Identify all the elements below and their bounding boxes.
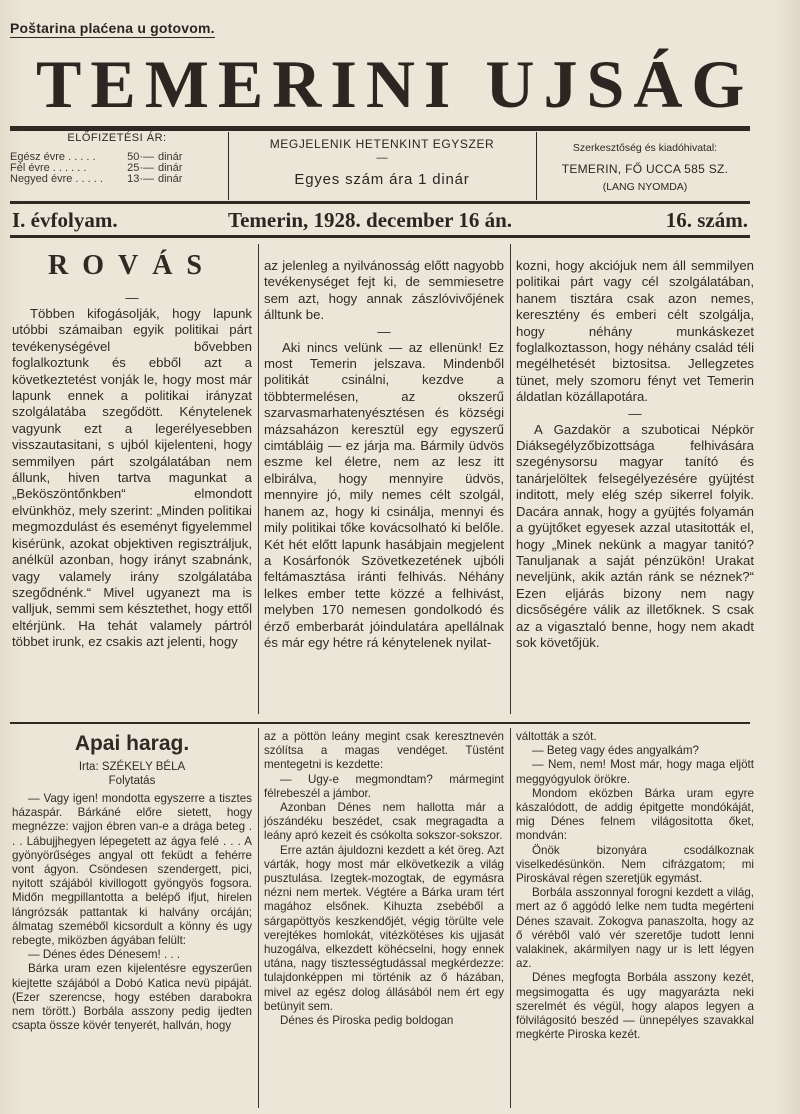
issue-number: 16. szám. bbox=[665, 208, 748, 232]
story-paragraph: — Beteg vagy édes angyalkám? bbox=[532, 744, 699, 758]
column-divider bbox=[258, 728, 259, 1108]
header-rule-top bbox=[10, 126, 750, 131]
story-paragraph: — Vagy igen! mondotta egyszerre a tisztes házaspár. Bárkáné előre sietett, hogy megnézze: vajjon ébren van-e a drága beteg . . . Lábujjhegyen lépegetett az ágya felé . . . A gyönyörűséges angyal ott feküdt a fehérre vont ágyon. Csöndesen szendergett, pici, nyitott szájából kivillogott gyöngyös fogsora. Midőn megpillantotta a belépő ifjut, hirelen lángrózsák pattantak ki halvány orcáján; álmatag szeméből kicsordult a könny és ugy rebegte, miközben ágyában felült: bbox=[12, 792, 252, 948]
separator-dash: — bbox=[377, 323, 391, 339]
rovas-paragraph: Többen kifogásolják, hogy lapunk utóbbi számaiban egyik politikai párt tevékenységével bővebben foglalkoztunk és ebből azt a következtetést vonják le, hogy most már lapunk ennek a politikai irányzat szolgálatába szegődött. Kénytelenek vagyunk ezt a legerélyesebben visszautasitani, s ujból kijelenteni, hogy semmilyen párt szolgálatában nem állunk, hiven tartva magunkat a „Beköszöntőnkben“ elmondott elvünkhöz, mely szerint: „Minden politikai megmozdulást és eseményt figyelemmel kisérünk, azokat objektiven regisztráljuk, anélkül azonban, hogy irányt szabnánk, vagy valamely irány szolgálatába szegődnénk.“ Mivel ugyanezt ma is valljuk, semmi sem késztethet, hogy ettől eltérjünk. Ha tehát valamely pártról többet irunk, ez csakis azt jelenti, hogy bbox=[12, 306, 252, 650]
separator-dash: — bbox=[628, 405, 642, 421]
issue-line bbox=[10, 208, 750, 234]
story-author: Irta: SZÉKELY BÉLA bbox=[78, 761, 186, 773]
rovas-paragraph: Aki nincs velünk — az ellenünk! Ez most Temerin jelszava. Mindenből politikát csinálni, kezdve a többtermelésen, az okszerű szarvasmarhatenyésztésen és községi mázsaházon keresztül egy egyszerű cimtábláig — ez járja ma. Bármily üdvös eszme kel életre, nem az lesz itt elbirálva, hogy mennyire üdvös, mennyire jó, mily nemes célt szolgál, hanem az, hogy ki csinálja, mennyi és mily politikai tőke kovácsolható ki belőle. Két hét előtt lapunk hasábjain megjelent a Kosárfonók Szövetkezetének ujbóli feltámasztása iránti felhivás. Néhány lelkes ember tette közzé a felhivást, melyben 170 nemesen gondolkodó és érző emberbarát jóindulatára apellálnak és már egy hétre rá kénytelenek nyilat- bbox=[264, 339, 504, 650]
column-divider bbox=[258, 244, 259, 714]
subscription-period: Fél évre . . . . . . bbox=[10, 162, 87, 174]
rovas-column-1 bbox=[12, 244, 252, 651]
office-printer: (LANG NYOMDA) bbox=[602, 181, 688, 193]
frequency-text: MEGJELENIK HETENKINT EGYSZER bbox=[269, 137, 495, 151]
rovas-title: ROVÁS bbox=[47, 250, 216, 281]
subscription-title: ELŐFIZETÉSI ÁR: bbox=[67, 132, 167, 144]
story-paragraph: — Ugy-e megmondtam? mármegint félrebeszél a jámbor. bbox=[264, 772, 504, 800]
header-rule-bottom bbox=[10, 235, 750, 238]
story-paragraph: Azonban Dénes nem hallotta már a jószándéku beszédet, csak megragadta a leány apró kezeit és csókolta sokszor-sokszor. bbox=[264, 801, 504, 843]
story-paragraph: Bárka uram ezen kijelentésre egyszerűen kiejtette szájából a Dobó Katica nevü pipáját. (Ezer szerencse, hogy estében darabokra nem törött.) Borbála asszony pedig ijedten csapta össze kövér tenyerét, hallván, hogy bbox=[12, 962, 252, 1033]
separator-dash: — bbox=[125, 290, 139, 305]
postage-note: Poštarina plaćena u gotovom. bbox=[10, 20, 215, 36]
rovas-paragraph: A Gazdakör a szuboticai Népkör Diáksegélyzőbizottsága felhivására szegénysorsu magyar tanító és tanárjelöltek felsegélyezésére gyüjtést inditott, mely elég szép sikerrel folyik. Dacára annak, hogy a gyüjtés folyamán a gyüjtőket egyesek azzal utasitották el, hogy „Minek nekünk a magyar tanitó? Tanuljanak a saját pénzükön! Urakat neveljünk, akik aztán ránk se néznek?“ Ezen eljárás bizony nem nagy dicsőségére válik az illetőknek. S csak az a vigasztaló benne, hogy nem akadt sok követőjük. bbox=[516, 421, 754, 650]
subscription-period: Negyed évre . . . . . bbox=[10, 173, 103, 185]
story-note: Folytatás bbox=[108, 775, 156, 787]
story-paragraph: — Dénes édes Dénesem! . . . bbox=[28, 948, 181, 962]
story-paragraph: — Nem, nem! Most már, hogy maga eljött meggyógyulok örökre. bbox=[516, 758, 754, 786]
subscription-currency: dinár bbox=[158, 151, 183, 163]
rovas-paragraph: az jelenleg a nyilvánosság előtt nagyobb tevékenységet fejt ki, de semmiesetre sem azt, hogy annak zászlóvivőjének álltunk be. bbox=[264, 258, 504, 323]
apai-column-3 bbox=[516, 730, 754, 1042]
rovas-column-3 bbox=[516, 258, 754, 651]
volume-label: I. évfolyam. bbox=[12, 208, 118, 232]
story-paragraph: Dénes és Piroska pedig boldogan bbox=[280, 1014, 454, 1028]
subscription-row bbox=[10, 174, 224, 185]
column-divider bbox=[510, 244, 511, 714]
story-paragraph: Borbála asszonnyal forogni kezdett a világ, mert az ő aggódó lelke nem tudta megérteni Dénes szavait. Zokogva panaszolta, hogy az ő véréből való vér szeretője tudott lenni valakinek, akármilyen nagy ur is lett légyen az. bbox=[516, 886, 754, 971]
subscription-currency: dinár bbox=[158, 173, 183, 185]
subscription-price: 25·— bbox=[127, 162, 154, 174]
subscription-period: Egész évre . . . . . bbox=[10, 151, 96, 163]
single-price: Egyes szám ára 1 dinár bbox=[294, 171, 470, 188]
story-paragraph: Erre aztán ájuldozni kezdett a két öreg. Azt várták, hogy most már elkövetkezik a világ pusztulása. Izegtek-mozogtak, de egymásra nézni nem mertek. Végtére a Bárka uram tért magához elsőnek. Kihuzta zsebéből a sárgapöttyös keszkendőjét, végig törülte vele verejtékes homlokát, vitézkötéses kis ujjasát huzogálva, elkezdett köhécselni, hogy ennek utána, nagy tisztességtudással megkérdezze: tulajdonképpen mi történik az ő házában, mivel az egész dolog állásából nem ért egy betünyit sem. bbox=[264, 843, 504, 1013]
apai-column-1 bbox=[12, 730, 252, 1033]
issue-date: Temerin, 1928. december 16 án. bbox=[228, 208, 513, 232]
story-paragraph: Mondom eközben Bárka uram egyre kászalódott, de addig épitgette mondókáját, mig Dénes felnem világositotta őket, mondván: bbox=[516, 786, 754, 843]
frequency-box bbox=[232, 132, 532, 200]
header-divider bbox=[228, 132, 229, 200]
subscription-price: 50·— bbox=[127, 151, 154, 163]
story-paragraph: az a pöttön leány megint csak keresztnevén szólítsa a magas vendéget. Tüstént mentegetni is kezdette: bbox=[264, 730, 504, 772]
frequency-dash: — bbox=[376, 152, 388, 164]
story-paragraph: Önök bizonyára csodálkoznak viselkedésünkön. Nem cifrázgatom; mi Piroskával régen szeretjük egymást. bbox=[516, 843, 754, 886]
rovas-paragraph: kozni, hogy akciójuk nem áll semmilyen politikai párt vagy cél szolgálatában, hanem tisztára csak azon nemes, keresztény és emberi célt szolgálja, hogy néhány munkáskezet foglalkoztasson, hogy néhány család téli megélhetését biztositsa. Jellegzetes tünet, mely szomoru fényt vet Temerin áldatlan közállapotára. bbox=[516, 258, 754, 405]
rovas-column-2 bbox=[264, 258, 504, 651]
masthead-title: TEMERINI UJSÁG bbox=[36, 46, 754, 122]
header-rule-mid bbox=[10, 201, 750, 204]
office-title: Szerkesztőség és kiadóhivatal: bbox=[572, 142, 718, 154]
story-paragraph: Dénes megfogta Borbála asszony kezét, megsimogatta és ugy magyarázta neki szerelmét és végül, hogy alapos legyen a fölvilágositó beszéd — ünnepélyes szavakkal megkérte Piroska kezét. bbox=[516, 971, 754, 1042]
apai-column-2 bbox=[264, 730, 504, 1028]
story-paragraph: váltották a szót. bbox=[516, 730, 597, 743]
office-box bbox=[540, 132, 750, 200]
header-divider bbox=[536, 132, 537, 200]
subscription-price: 13·— bbox=[127, 173, 154, 185]
office-address: TEMERIN, FŐ UCCA 585 SZ. bbox=[561, 162, 729, 176]
subscription-currency: dinár bbox=[158, 162, 183, 174]
section-rule bbox=[10, 722, 750, 724]
story-title: Apai harag. bbox=[74, 732, 190, 755]
column-divider bbox=[510, 728, 511, 1108]
subscription-box bbox=[10, 132, 224, 200]
